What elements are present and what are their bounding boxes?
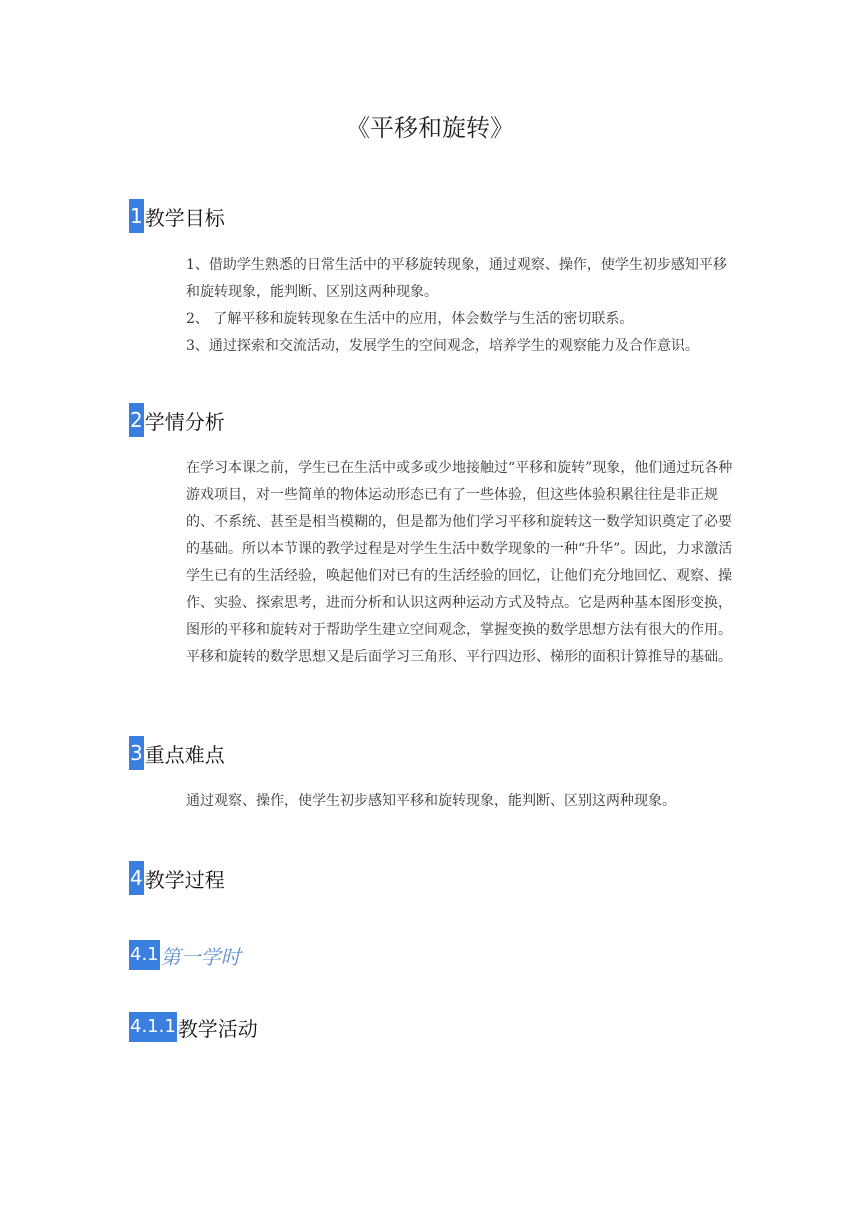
section-number: 2 <box>129 403 144 437</box>
section-heading-key-points <box>129 736 225 770</box>
objectives-list <box>186 252 734 360</box>
section-title: 重点难点 <box>144 742 225 767</box>
objective-item: 3、通过探索和交流活动，发展学生的空间观念，培养学生的观察能力及合作意识。 <box>186 338 699 354</box>
section-title: 教学活动 <box>177 1016 258 1041</box>
section-number: 4 <box>129 861 144 895</box>
objective-item: 2、 了解平移和旋转现象在生活中的应用，体会数学与生活的密切联系。 <box>186 311 634 327</box>
section-number: 4.1 <box>129 940 160 970</box>
objective-item: 1、借助学生熟悉的日常生活中的平移旋转现象，通过观察、操作，使学生初步感知平移和旋转现象，能判断、区别这两种现象。 <box>186 257 727 300</box>
paragraph-text: 在学习本课之前，学生已在生活中或多或少地接触过“平移和旋转”现象，他们通过玩各种游戏项目，对一些简单的物体运动形态已有了一些体验，但这些体验积累往往是非正规的、不系统、甚至是相当模糊的，但是都为他们学习平移和旋转这一数学知识奠定了必要的基础。所以本节课的教学过程是对学生生活中数学现象的一种“升华”。因此，力求激活学生已有的生活经验，唤起他们对已有的生活经验的回忆，让他们充分地回忆、观察、操作、实验、探索思考，进而分析和认识这两种运动方式及特点。它是两种基本图形变换，图形的平移和旋转对于帮助学生建立空间观念，掌握变换的数学思想方法有很大的作用。平移和旋转的数学思想又是后面学习三角形、平行四边形、梯形的面积计算推导的基础。 <box>186 460 733 665</box>
paragraph-text: 通过观察、操作，使学生初步感知平移和旋转现象，能判断、区别这两种现象。 <box>186 793 676 809</box>
section-title: 第一学时 <box>160 944 241 969</box>
section-number: 4.1.1 <box>129 1012 177 1042</box>
section-heading-student-analysis <box>129 403 225 437</box>
section-heading-teaching-objectives <box>129 199 225 233</box>
subsection-heading-first-lesson <box>129 940 241 970</box>
section-number: 1 <box>129 199 144 233</box>
section-title: 教学过程 <box>144 867 225 892</box>
key-points-paragraph <box>186 788 734 815</box>
section-heading-teaching-process <box>129 861 225 895</box>
section-number: 3 <box>129 736 144 770</box>
section-title: 教学目标 <box>144 205 225 230</box>
subsection-heading-teaching-activities <box>129 1012 258 1042</box>
section-title: 学情分析 <box>144 409 225 434</box>
student-analysis-paragraph <box>186 455 734 671</box>
document-title: 《平移和旋转》 <box>346 114 514 142</box>
